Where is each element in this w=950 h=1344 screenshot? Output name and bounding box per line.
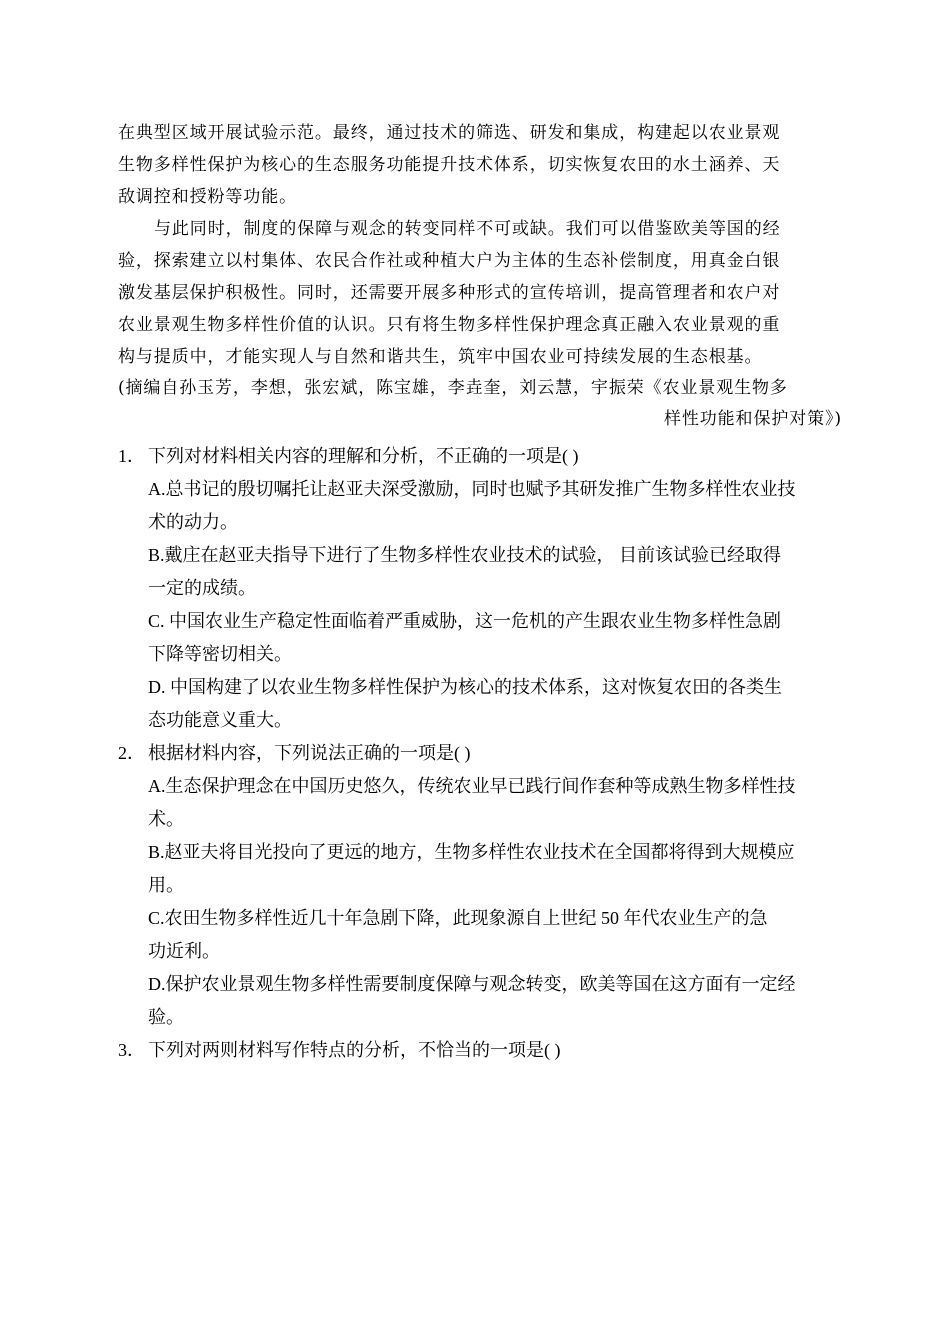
option-line: C.农田生物多样性近几十年急剧下降，此现象源自上世纪 50 年代农业生产的急 (148, 908, 768, 928)
option-a[interactable] (118, 770, 840, 836)
passage-line: 生物多样性保护为核心的生态服务功能提升技术体系，切实恢复农田的水土涵养、天 (118, 155, 781, 175)
option-c[interactable] (118, 902, 840, 968)
question-text: 根据材料内容，下列说法正确的一项是( ) (148, 743, 471, 763)
option-line: C. 中国农业生产稳定性面临着严重威胁，这一危机的产生跟农业生物多样性急剧 (148, 611, 782, 631)
question-3 (118, 1034, 840, 1067)
question-text: 下列对材料相关内容的理解和分析，不正确的一项是( ) (148, 446, 579, 466)
question-stem (118, 737, 840, 770)
option-c[interactable] (118, 605, 840, 671)
passage-line: 验，探索建立以村集体、农民合作社或种植大户为主体的生态补偿制度，用真金白银 (118, 251, 781, 271)
option-a[interactable] (118, 473, 840, 539)
passage-line: 激发基层保护积极性。同时，还需要开展多种形式的宣传培训，提高管理者和农户对 (118, 283, 781, 303)
option-line: B.赵亚夫将目光投向了更远的地方，生物多样性农业技术在全国都将得到大规模应 (148, 842, 795, 862)
option-line: D.保护农业景观生物多样性需要制度保障与观念转变，欧美等国在这方面有一定经 (148, 974, 796, 994)
question-list (118, 440, 840, 1067)
passage-source (118, 373, 842, 435)
passage-paragraph-1 (118, 117, 838, 213)
question-number: 2． (118, 743, 145, 763)
option-d[interactable] (118, 671, 840, 737)
option-line: A.总书记的殷切嘱托让赵亚夫深受激励，同时也赋予其研发推广生物多样性农业技 (148, 479, 796, 499)
option-line: 术的动力。 (148, 512, 238, 532)
passage-line: 与此同时，制度的保障与观念的转变同样不可或缺。我们可以借鉴欧美等国的经 (154, 219, 781, 239)
option-line: 用。 (148, 875, 184, 895)
passage-line: 在典型区域开展试验示范。最终，通过技术的筛选、研发和集成，构建起以农业景观 (118, 123, 781, 143)
option-d[interactable] (118, 968, 840, 1034)
option-line: 态功能意义重大。 (148, 710, 292, 730)
option-line: A.生态保护理念在中国历史悠久，传统农业早已践行间作套种等成熟生物多样性技 (148, 776, 796, 796)
question-stem (118, 1034, 840, 1067)
question-number: 1． (118, 446, 145, 466)
source-line-1: (摘编自孙玉芳，李想，张宏斌，陈宝雄，李垚奎，刘云慧，宇振荣《农业景观生物多 (118, 378, 788, 398)
question-1 (118, 440, 840, 737)
passage-line: 农业景观生物多样性价值的认识。只有将生物多样性保护理念真正融入农业景观的重 (118, 315, 781, 335)
option-b[interactable] (118, 539, 840, 605)
option-line: B.戴庄在赵亚夫指导下进行了生物多样性农业技术的试验， 目前该试验已经取得 (148, 545, 782, 565)
option-line: 一定的成绩。 (148, 578, 256, 598)
passage-line: 构与提质中，才能实现人与自然和谐共生，筑牢中国农业可持续发展的生态根基。 (118, 347, 763, 367)
option-line: 功近利。 (148, 941, 220, 961)
option-line: 下降等密切相关。 (148, 644, 292, 664)
reading-passage (118, 117, 842, 435)
question-stem (118, 440, 840, 473)
question-number: 3． (118, 1040, 145, 1060)
option-b[interactable] (118, 836, 840, 902)
option-line: 验。 (148, 1007, 184, 1027)
question-2 (118, 737, 840, 1034)
passage-paragraph-2 (118, 213, 838, 373)
option-line: D. 中国构建了以农业生物多样性保护为核心的技术体系，这对恢复农田的各类生 (148, 677, 782, 697)
passage-line: 敌调控和授粉等功能。 (118, 187, 297, 207)
question-text: 下列对两则材料写作特点的分析，不恰当的一项是( ) (148, 1040, 561, 1060)
source-line-2: 样性功能和保护对策》) (663, 409, 842, 429)
option-line: 术。 (148, 809, 184, 829)
